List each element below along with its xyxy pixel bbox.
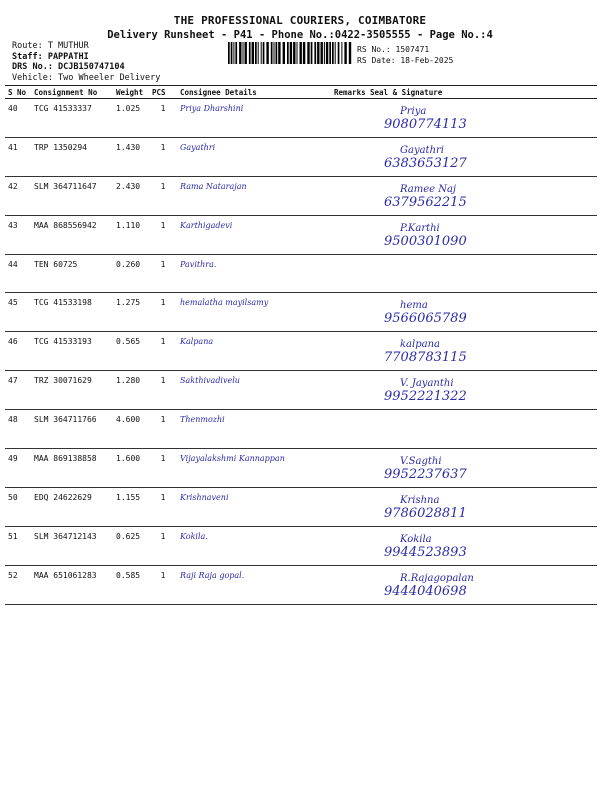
row-sno: 51 — [5, 526, 31, 565]
row-remarks — [331, 410, 367, 449]
row-signature: kalpana — [400, 339, 440, 351]
row-seal-signature — [367, 332, 597, 371]
row-signature: P.Karthi — [400, 222, 440, 234]
table-row — [5, 487, 597, 526]
row-remarks — [331, 449, 367, 488]
row-phone: 9944523893 — [384, 544, 467, 560]
row-sno: 43 — [5, 215, 31, 254]
row-sno: 40 — [5, 99, 31, 138]
vehicle-label: Vehicle: Two Wheeler Delivery — [12, 72, 161, 83]
table-row — [5, 137, 597, 176]
table-row — [5, 293, 597, 332]
row-consignee-name: Karthigadevi — [177, 215, 331, 254]
table-header-row — [5, 86, 597, 99]
rs-info — [357, 44, 453, 66]
row-weight: 0.625 — [113, 526, 149, 565]
row-weight: 1.600 — [113, 449, 149, 488]
row-remarks — [331, 176, 367, 215]
row-sno: 41 — [5, 137, 31, 176]
row-sno: 44 — [5, 254, 31, 293]
row-consignment-no: TCG 41533198 — [31, 293, 113, 332]
row-consignment-no: TCG 41533193 — [31, 332, 113, 371]
row-remarks — [331, 99, 367, 138]
row-consignee-name: Pavithra. — [177, 254, 331, 293]
row-consignment-no: TRZ 30071629 — [31, 371, 113, 410]
row-consignment-no: SLM 364711766 — [31, 410, 113, 449]
row-signature: Priya — [400, 106, 427, 117]
row-consignment-no: SLM 364711647 — [31, 176, 113, 215]
route-label: Route: T MUTHUR — [12, 41, 89, 51]
row-consignment-no: TCG 41533337 — [31, 99, 113, 138]
rs-date: RS Date: 18-Feb-2025 — [357, 56, 454, 65]
row-weight: 0.585 — [113, 565, 149, 604]
row-consignment-no: EDQ 24622629 — [31, 487, 113, 526]
table-row — [5, 99, 597, 138]
row-signature: R.Rajagopalan — [400, 572, 474, 584]
row-phone: 9500301090 — [384, 233, 467, 249]
row-sno: 50 — [5, 487, 31, 526]
rs-number: RS No.: 1507471 — [357, 45, 430, 54]
row-phone: 7708783115 — [384, 350, 467, 366]
row-consignment-no: TRP 1350294 — [31, 137, 113, 176]
row-consignee-name: Thenmozhi — [177, 410, 331, 449]
row-phone: 6379562215 — [384, 194, 467, 210]
row-consignee-name: Vijayalakshmi Kannappan — [177, 449, 331, 488]
row-remarks — [331, 332, 367, 371]
table-row — [5, 176, 597, 215]
row-seal-signature — [367, 449, 597, 488]
row-phone: 9786028811 — [384, 505, 467, 521]
row-consignee-name: Gayathri — [177, 137, 331, 176]
row-consignee-name: Kokila. — [177, 526, 331, 565]
row-pcs: 1 — [149, 215, 177, 254]
row-phone: 9444040698 — [384, 583, 467, 599]
row-weight: 1.280 — [113, 371, 149, 410]
row-pcs: 1 — [149, 371, 177, 410]
col-weight: Weight — [113, 86, 149, 99]
row-consignee-name: Rama Natarajan — [177, 176, 331, 215]
row-consignee-name: Krishnaveni — [177, 487, 331, 526]
row-pcs: 1 — [149, 137, 177, 176]
row-consignee-name: Sakthivadivelu — [177, 371, 331, 410]
col-remarks: Remarks — [331, 86, 367, 99]
row-phone: 6383653127 — [384, 155, 467, 171]
table-row — [5, 526, 597, 565]
row-consignee-name: Kalpana — [177, 332, 331, 371]
col-pcs: PCS — [149, 86, 177, 99]
table-row — [5, 410, 597, 449]
row-seal-signature — [367, 526, 597, 565]
row-weight: 0.565 — [113, 332, 149, 371]
row-seal-signature — [367, 137, 597, 176]
runsheet-subtitle: Delivery Runsheet - P41 - Phone No.:0422-3505555 - Page No.:4 — [107, 29, 493, 41]
row-weight: 1.025 — [113, 99, 149, 138]
row-phone: 9566065789 — [384, 311, 467, 327]
row-seal-signature — [367, 293, 597, 332]
row-remarks — [331, 137, 367, 176]
table-row — [5, 371, 597, 410]
row-phone: 9952237637 — [384, 467, 467, 483]
row-remarks — [331, 293, 367, 332]
row-phone: 9080774113 — [384, 117, 467, 132]
col-consignee: Consignee Details — [177, 86, 331, 99]
row-seal-signature — [367, 254, 597, 293]
runsheet-title: THE PROFESSIONAL COURIERS, COIMBATORE — [173, 14, 427, 27]
staff-label: Staff: PAPPATHI — [12, 51, 89, 62]
row-sno: 46 — [5, 332, 31, 371]
row-sno: 52 — [5, 565, 31, 604]
row-remarks — [331, 215, 367, 254]
row-pcs: 1 — [149, 565, 177, 604]
col-seal-signature: Seal & Signature — [367, 86, 597, 99]
row-pcs: 1 — [149, 293, 177, 332]
row-consignment-no: SLM 364712143 — [31, 526, 113, 565]
barcode-icon — [228, 42, 352, 64]
row-consignee-name: hemalatha mayilsamy — [177, 293, 331, 332]
row-seal-signature — [367, 215, 597, 254]
row-sno: 48 — [5, 410, 31, 449]
route-info — [12, 41, 160, 83]
row-weight: 1.110 — [113, 215, 149, 254]
table-row — [5, 449, 597, 488]
row-weight: 1.430 — [113, 137, 149, 176]
col-consignment: Consignment No — [31, 86, 113, 99]
row-remarks — [331, 565, 367, 604]
row-signature: Krishna — [400, 494, 440, 506]
row-pcs: 1 — [149, 254, 177, 293]
table-row — [5, 565, 597, 604]
row-pcs: 1 — [149, 332, 177, 371]
row-signature: Kokila — [400, 533, 432, 545]
row-pcs: 1 — [149, 449, 177, 488]
row-pcs: 1 — [149, 410, 177, 449]
col-sno: S No — [5, 86, 31, 99]
row-phone: 9952221322 — [384, 389, 467, 405]
table-row — [5, 332, 597, 371]
row-consignee-name: Priya Dharshini — [177, 99, 331, 138]
row-seal-signature — [367, 176, 597, 215]
row-seal-signature — [367, 487, 597, 526]
row-weight: 1.155 — [113, 487, 149, 526]
row-consignment-no: MAA 869138858 — [31, 449, 113, 488]
row-weight: 4.600 — [113, 410, 149, 449]
row-consignment-no: MAA 868556942 — [31, 215, 113, 254]
row-seal-signature — [367, 410, 597, 449]
table-row — [5, 215, 597, 254]
row-signature: V.Sagthi — [400, 456, 442, 468]
row-signature: Ramee Naj — [400, 183, 457, 195]
row-sno: 47 — [5, 371, 31, 410]
row-sno: 49 — [5, 449, 31, 488]
table-row — [5, 254, 597, 293]
row-pcs: 1 — [149, 176, 177, 215]
row-seal-signature — [367, 565, 597, 604]
row-remarks — [331, 487, 367, 526]
row-consignment-no: TEN 60725 — [31, 254, 113, 293]
row-signature: hema — [400, 300, 428, 312]
row-sno: 45 — [5, 293, 31, 332]
drs-label: DRS No.: DCJB150747104 — [12, 62, 125, 72]
row-consignment-no: MAA 651061283 — [31, 565, 113, 604]
row-consignee-name: Raji Raja gopal. — [177, 565, 331, 604]
row-weight: 0.260 — [113, 254, 149, 293]
row-seal-signature — [367, 371, 597, 410]
row-seal-signature — [367, 99, 597, 138]
row-sno: 42 — [5, 176, 31, 215]
row-pcs: 1 — [149, 99, 177, 138]
row-weight: 1.275 — [113, 293, 149, 332]
row-signature: V. Jayanthi — [400, 378, 454, 390]
row-pcs: 1 — [149, 487, 177, 526]
row-remarks — [331, 526, 367, 565]
row-remarks — [331, 371, 367, 410]
row-signature: Gayathri — [400, 144, 444, 156]
row-remarks — [331, 254, 367, 293]
runsheet-table — [5, 85, 597, 605]
row-weight: 2.430 — [113, 176, 149, 215]
row-pcs: 1 — [149, 526, 177, 565]
